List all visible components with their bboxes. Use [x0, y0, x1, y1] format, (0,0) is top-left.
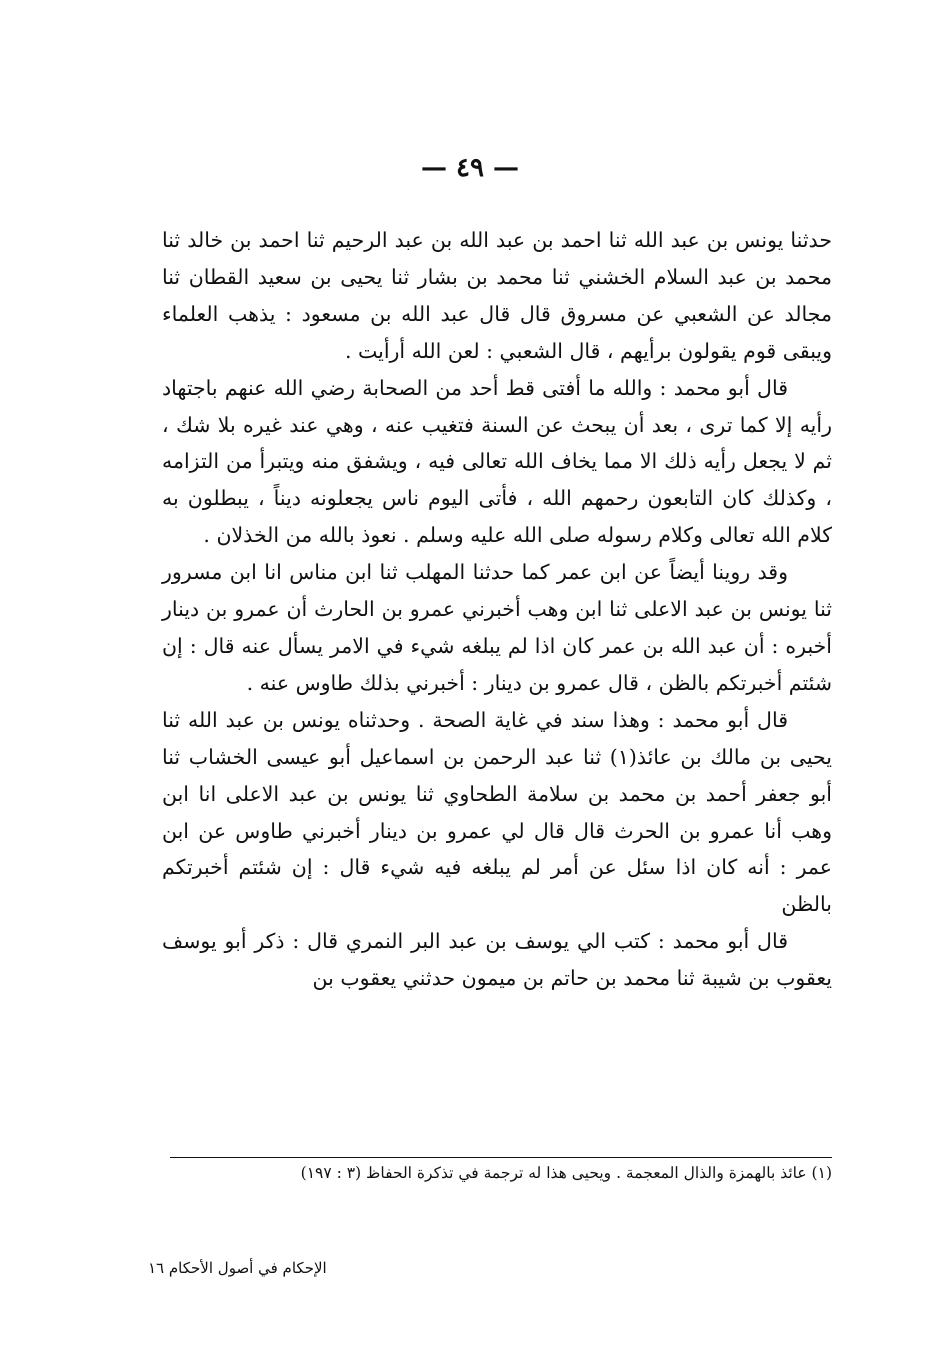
paragraph-3: وقد روينا أيضاً عن ابن عمر كما حدثنا المهلب ثنا ابن مناس انا ابن مسرور ثنا يونس بن عبد الاعلى ثنا ابن وهب أخبرني عمرو بن الحارث أن عمرو بن دينار أخبره : أن عبد الله بن عمر كان اذا لم يبلغه شيء في الامر يسأل عنه قال : إن شئتم أخبرتكم بالظن ، قال عمرو بن دينار : أخبرني بذلك طاوس عنه .: [162, 560, 832, 695]
page-number: — ٤٩ —: [420, 153, 520, 183]
footnote-divider: [170, 1157, 832, 1158]
paragraph-5: قال أبو محمد : كتب الي يوسف بن عبد البر النمري قال : ذكر أبو يوسف يعقوب بن شيبة ثنا محمد بن حاتم بن ميمون حدثني يعقوب بن: [162, 929, 832, 991]
footnote: (١) عائذ بالهمزة والذال المعجمة . ويحيى هذا له ترجمة في تذكرة الحفاظ (٣ : ١٩٧): [300, 1164, 832, 1182]
paragraph-2: قال أبو محمد : والله ما أفتى قط أحد من الصحابة رضي الله عنهم باجتهاد رأيه إلا كما ترى ، بعد أن يبحث عن السنة فتغيب عنه ، وهي عند غيره بلا شك ، ثم لا يجعل رأيه ذلك الا مما يخاف الله تعالى فيه ، ويشفق منه ويتبرأ من التزامه ، وكذلك كان التابعون رحمهم الله ، فأتى اليوم ناس يجعلونه ديناً ، يبطلون به كلام الله تعالى وكلام رسوله صلى الله عليه وسلم . نعوذ بالله من الخذلان .: [162, 375, 832, 548]
paragraph-4: قال أبو محمد : وهذا سند في غاية الصحة . وحدثناه يونس بن عبد الله ثنا يحيى بن مالك بن عائذ(١) ثنا عبد الرحمن بن اسماعيل أبو عيسى الخشاب ثنا أبو جعفر أحمد بن محمد بن سلامة الطحاوي ثنا يونس بن عبد الاعلى انا ابن وهب أنا عمرو بن الحرث قال قال لي عمرو بن دينار أخبرني طاوس عن ابن عمر : أنه كان اذا سئل عن أمر لم يبلغه فيه شيء قال : إن شئتم أخبرتكم بالظن: [162, 707, 832, 917]
paragraph-1: حدثنا يونس بن عبد الله ثنا احمد بن عبد الله بن عبد الرحيم ثنا احمد بن خالد ثنا محمد بن عبد السلام الخشني ثنا محمد بن بشار ثنا يحيى بن سعيد القطان ثنا مجالد عن الشعبي عن مسروق قال قال عبد الله بن مسعود : يذهب العلماء ويبقى قوم يقولون برأيهم ، قال الشعبي : لعن الله أرأيت .: [162, 228, 832, 363]
running-footer: الإحكام في أصول الأحكام ١٦: [148, 1259, 327, 1277]
body-text: [162, 222, 832, 997]
